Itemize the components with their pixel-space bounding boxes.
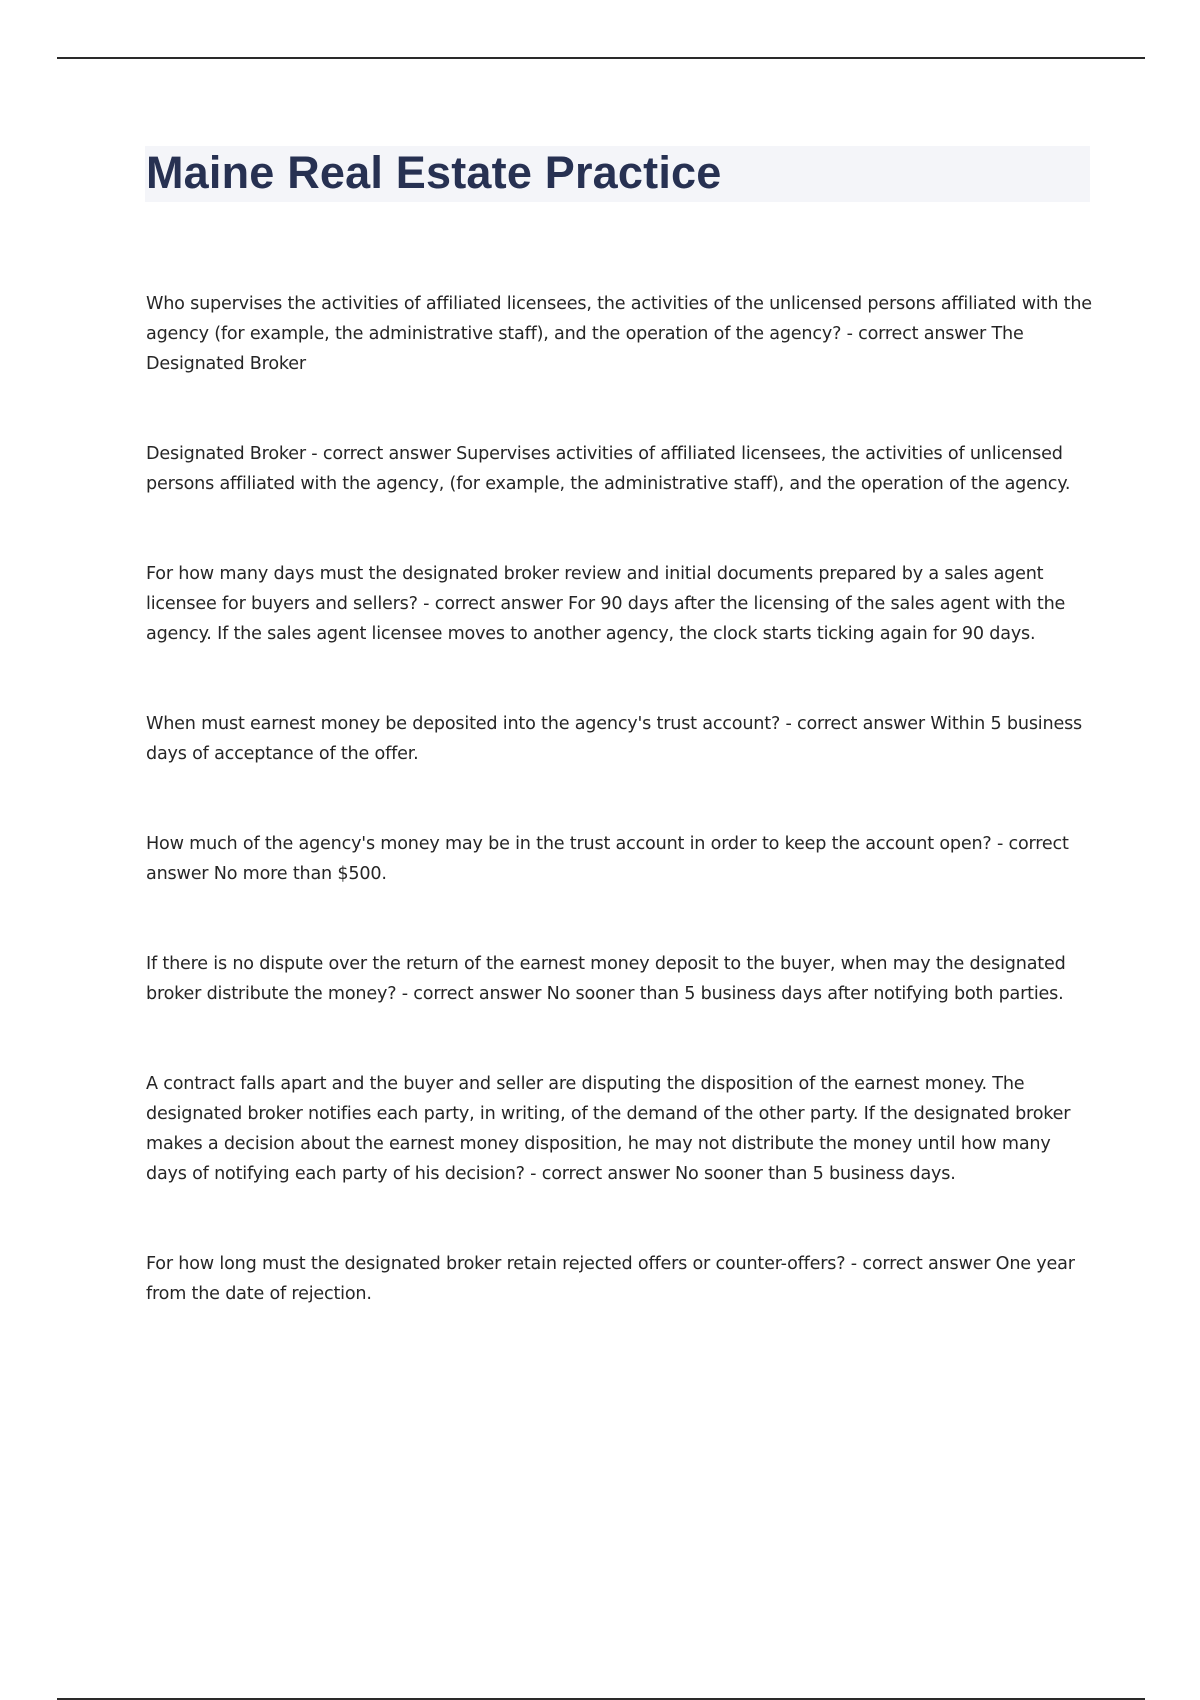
qa-entry: For how long must the designated broker retain rejected offers or counter-offers? - correct answer One year from the date of rejection.: [146, 1254, 1075, 1304]
qa-entry: If there is no dispute over the return of the earnest money deposit to the buyer, when may the designated broker distribute the money? - correct answer No sooner than 5 business days after notifying both parties.: [146, 954, 1066, 1004]
qa-entry: A contract falls apart and the buyer and seller are disputing the disposition of the earnest money. The designated broker notifies each party, in writing, of the demand of the other party. If the designated broker makes a decision about the earnest money disposition, he may not distribute the money until how many days of notifying each party of his decision? - correct answer No sooner than 5 business days.: [146, 1074, 1071, 1184]
qa-entry: Who supervises the activities of affiliated licensees, the activities of the unlicensed persons affiliated with the agency (for example, the administrative staff), and the operation of the agency? - correct answer The Designated Broker: [146, 294, 1092, 374]
page-title: Maine Real Estate Practice: [146, 147, 722, 198]
qa-entry: For how many days must the designated broker review and initial documents prepared by a sales agent licensee for buyers and sellers? - correct answer For 90 days after the licensing of the sales agent with the agency. If the sales agent licensee moves to another agency, the clock starts ticking again for 90 days.: [146, 564, 1066, 644]
qa-entry: How much of the agency's money may be in the trust account in order to keep the account open? - correct answer No more than $500.: [146, 834, 1069, 884]
top-rule: [57, 57, 1145, 59]
qa-entry: Designated Broker - correct answer Supervises activities of affiliated licensees, the activities of unlicensed persons affiliated with the agency, (for example, the administrative staff), and the operation of the agency.: [146, 444, 1071, 494]
qa-entry: When must earnest money be deposited into the agency's trust account? - correct answer Within 5 business days of acceptance of the offer.: [146, 714, 1082, 764]
qa-list: [146, 289, 1096, 1309]
